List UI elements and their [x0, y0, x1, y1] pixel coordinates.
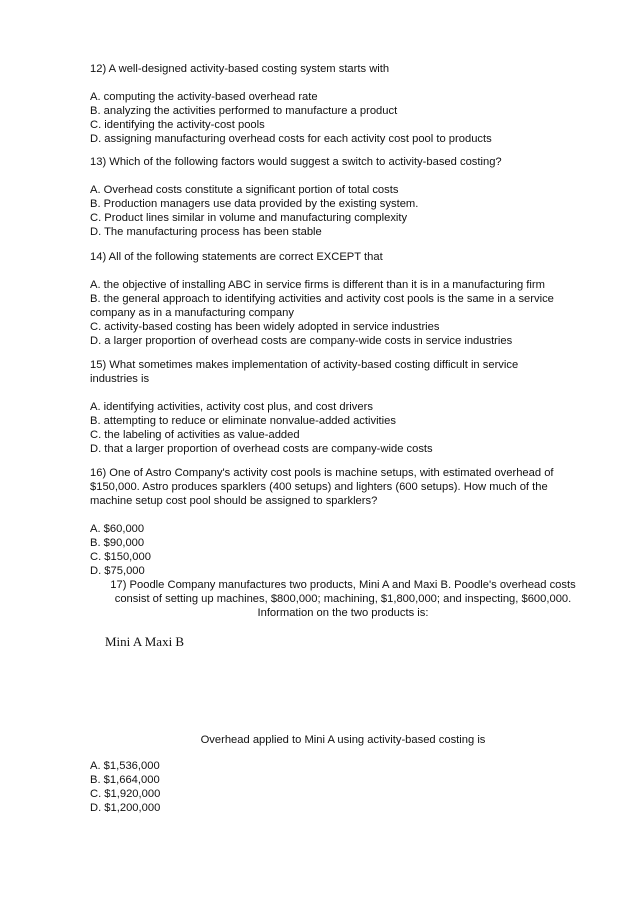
answer-option-d: D. that a larger proportion of overhead costs are company-wide costs	[90, 443, 433, 455]
answer-option-c: C. the labeling of activities as value-added	[90, 429, 300, 441]
answer-option-d: D. $1,200,000	[90, 802, 161, 814]
answer-option-c: C. $1,920,000	[90, 788, 161, 800]
answer-option-d: D. $75,000	[90, 565, 145, 577]
answer-option-d: D. assigning manufacturing overhead costs for each activity cost pool to products	[90, 133, 492, 145]
answer-option-c: C. $150,000	[90, 551, 151, 563]
question-17-options	[90, 759, 590, 815]
products-header: Mini A Maxi B	[105, 634, 185, 649]
question-12	[90, 62, 590, 146]
answer-option-a: A. Overhead costs constitute a significant portion of total costs	[90, 184, 399, 196]
question-stem: 13) Which of the following factors would suggest a switch to activity-based costing?	[90, 156, 502, 168]
question-stem: 12) A well-designed activity-based costing system starts with	[90, 63, 390, 75]
answer-option-a: A. $60,000	[90, 523, 145, 535]
answer-option-b: B. attempting to reduce or eliminate nonvalue-added activities	[90, 415, 396, 427]
question-17-prompt: Overhead applied to Mini A using activity-based costing is	[200, 734, 486, 746]
answer-option-a: A. the objective of installing ABC in service firms is different than it is in a manufacturing firm	[90, 279, 545, 291]
answer-option-b: B. the general approach to identifying activities and activity cost pools is the same in a service company as in a manufacturing company	[90, 293, 554, 319]
answer-option-b: B. $90,000	[90, 537, 145, 549]
question-13	[90, 155, 590, 239]
answer-option-b: B. Production managers use data provided by the existing system.	[90, 198, 419, 210]
answer-option-d: D. a larger proportion of overhead costs are company-wide costs in service industries	[90, 335, 513, 347]
answer-option-b: B. $1,664,000	[90, 774, 160, 786]
answer-option-a: A. computing the activity-based overhead rate	[90, 91, 318, 103]
question-stem-line-1: 17) Poodle Company manufactures two products, Mini A and Maxi B. Poodle's overhead costs	[110, 579, 576, 591]
question-stem-line-2: consist of setting up machines, $800,000; machining, $1,800,000; and inspecting, $600,000.	[114, 593, 572, 605]
question-17-stem	[88, 578, 598, 620]
answer-option-a: A. identifying activities, activity cost plus, and cost drivers	[90, 401, 373, 413]
answer-option-c: C. identifying the activity-cost pools	[90, 119, 265, 131]
question-stem: 16) One of Astro Company's activity cost pools is machine setups, with estimated overhead of $150,000. Astro produces sparklers (400 setups) and lighters (600 setups). How much of the machine setup cost pool should be assigned to sparklers?	[90, 467, 554, 507]
question-stem: 15) What sometimes makes implementation of activity-based costing difficult in service industries is	[90, 359, 519, 385]
question-stem: 14) All of the following statements are correct EXCEPT that	[90, 251, 383, 263]
question-16	[90, 466, 590, 578]
question-15	[90, 358, 560, 456]
answer-option-c: C. activity-based costing has been widely adopted in service industries	[90, 321, 440, 333]
question-stem-line-3: Information on the two products is:	[257, 607, 429, 619]
answer-option-a: A. $1,536,000	[90, 760, 160, 772]
answer-option-b: B. analyzing the activities performed to manufacture a product	[90, 105, 398, 117]
question-14	[90, 250, 595, 348]
answer-option-c: C. Product lines similar in volume and manufacturing complexity	[90, 212, 408, 224]
answer-option-d: D. The manufacturing process has been stable	[90, 226, 322, 238]
